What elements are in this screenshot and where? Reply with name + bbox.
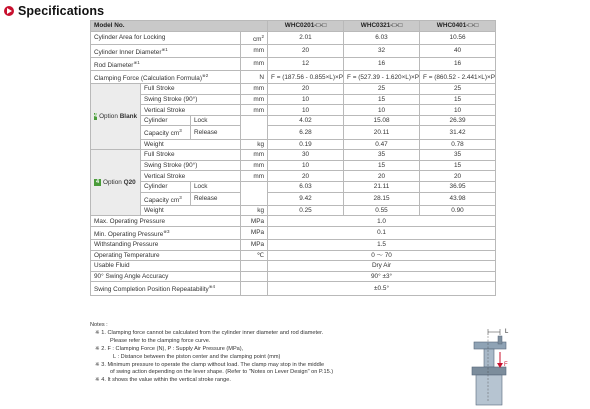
value-cell: 20 <box>268 171 344 182</box>
table-row <box>91 216 496 227</box>
value-cell: 10 <box>268 160 344 171</box>
value-cell: F = (187.56 - 0.855×L)×P <box>268 70 344 83</box>
option-number-badge: 4 <box>95 179 100 186</box>
value-cell: 4.02 <box>268 115 344 126</box>
unit-cell <box>241 226 268 239</box>
notes-section <box>90 322 460 385</box>
row-label-text: Full Stroke <box>144 151 175 159</box>
option-label <box>94 178 137 187</box>
unit-text: N <box>259 73 265 81</box>
row-label <box>91 44 241 57</box>
value-cell: 1.0 <box>268 216 496 227</box>
value-cell: 21.11 <box>344 181 420 192</box>
value-cell: 32 <box>344 44 420 57</box>
table-row <box>91 271 496 282</box>
footnote-ref: ※3 <box>163 228 170 234</box>
sub-label: Lock <box>191 181 241 192</box>
value-cell: 25 <box>420 84 496 95</box>
unit-cell <box>241 171 268 182</box>
value-cell: 20 <box>420 171 496 182</box>
row-label <box>141 171 241 182</box>
cylinder-body <box>476 375 502 405</box>
value-cell: 31.42 <box>420 126 496 139</box>
capacity-text: Capacity <box>144 196 169 204</box>
row-label-text: Min. Operating Pressure <box>94 231 164 238</box>
value-cell: 35 <box>344 150 420 161</box>
note-line: of swing action depending on the lever shape. (Refer to "Notes on Lever Design" on P.15.) <box>110 369 334 376</box>
value-cell: 9.42 <box>268 192 344 205</box>
capacity-unit: cm <box>170 130 180 138</box>
unit-cell <box>241 57 268 70</box>
capacity-unit-sup: 3 <box>179 194 182 200</box>
row-label-text: Cylinder Area for Locking <box>94 34 166 42</box>
unit-cell <box>241 31 268 44</box>
label-L: L <box>505 329 509 335</box>
value-cell: 6.03 <box>268 181 344 192</box>
row-label-text: Swing Stroke (90°) <box>144 162 198 170</box>
unit-text: mm <box>253 151 265 159</box>
value-cell: 15 <box>420 94 496 105</box>
row-label-text: Max. Operating Pressure <box>94 217 166 225</box>
row-label-text: Full Stroke <box>144 85 175 93</box>
footnote-ref: ※4 <box>208 284 216 290</box>
note-line: ※ 1. Clamping force cannot be calculated from the cylinder inner diameter and rod diameter. <box>95 329 324 336</box>
unit-text: MPa <box>250 229 265 237</box>
value-cell: 6.28 <box>268 126 344 139</box>
table-row <box>91 115 496 126</box>
row-label-text: Usable Fluid <box>94 262 130 270</box>
table-row <box>91 105 496 116</box>
value-cell: 10.56 <box>420 31 496 44</box>
value-cell: 20 <box>344 171 420 182</box>
value-cell: 90° ±3° <box>268 271 496 282</box>
cylinder-label: Cylinder <box>141 115 191 126</box>
value-cell: 2.01 <box>268 31 344 44</box>
row-label-text: Operating Temperature <box>94 251 160 259</box>
row-label-text: Swing Completion Position Repeatability <box>94 286 209 294</box>
notes-title: Notes : <box>90 322 108 328</box>
unit-cell <box>241 181 268 205</box>
row-label <box>141 160 241 171</box>
unit-text: mm <box>253 60 265 68</box>
row-label <box>141 150 241 161</box>
footnote-ref: ※1 <box>133 59 140 65</box>
table-row <box>91 150 496 161</box>
capacity-unit-sup: 3 <box>179 128 182 134</box>
value-cell: F = (860.52 - 2.441×L)×P <box>420 70 496 83</box>
cylinder-flange <box>472 367 506 375</box>
unit-text: MPa <box>250 241 265 249</box>
row-label <box>91 57 241 70</box>
value-cell: 10 <box>268 94 344 105</box>
unit-text: mm <box>253 47 265 55</box>
table-row <box>91 261 496 272</box>
unit-cell <box>241 271 268 282</box>
row-label <box>91 226 241 239</box>
section-title: Specifications <box>18 4 105 18</box>
row-label-text: Vertical Stroke <box>144 172 186 180</box>
model-label: Model No. <box>91 21 268 32</box>
value-cell: 0.25 <box>268 205 344 216</box>
row-label <box>141 205 241 216</box>
model-header: WHC0201-□-□ <box>268 21 344 32</box>
row-label-text: 90° Swing Angle Accuracy <box>94 273 169 281</box>
row-label-text: Weight <box>144 206 164 214</box>
table-row <box>91 160 496 171</box>
unit-cell <box>241 240 268 251</box>
row-label <box>91 282 241 295</box>
table-row <box>91 181 496 192</box>
unit-text: ℃ <box>256 251 265 259</box>
capacity-unit: cm <box>170 196 180 204</box>
unit-cell <box>241 105 268 116</box>
note-line: ※ 3. Minimum pressure to operate the clamp without load. The clamp may stop in the middle <box>95 361 325 368</box>
table-row <box>91 250 496 261</box>
table-row <box>91 84 496 95</box>
table-header-row <box>91 21 496 32</box>
row-label-text: Vertical Stroke <box>144 106 186 114</box>
row-label <box>91 31 241 44</box>
unit-cell <box>241 94 268 105</box>
value-cell: 43.98 <box>420 192 496 205</box>
contact-bolt <box>498 336 502 344</box>
value-cell: 20 <box>268 44 344 57</box>
value-cell: 15 <box>420 160 496 171</box>
option-prefix: Option <box>99 113 118 121</box>
row-label-text: Cylinder Inner Diameter <box>94 48 162 56</box>
unit-cell <box>241 139 268 150</box>
value-cell: 15 <box>344 94 420 105</box>
table-row <box>91 44 496 57</box>
table-row <box>91 171 496 182</box>
unit-cell <box>241 205 268 216</box>
option-name-value: Blank <box>119 113 138 121</box>
value-cell: 40 <box>420 44 496 57</box>
value-cell: 20 <box>268 84 344 95</box>
value-cell: 0 ～ 70 <box>268 250 496 261</box>
unit-text: mm <box>253 106 265 114</box>
cylinder-label: Cylinder <box>141 181 191 192</box>
piston-rod <box>484 349 494 367</box>
value-cell: ±0.5° <box>268 282 496 295</box>
value-cell: 0.1 <box>268 226 496 239</box>
note-line: ※ 4. It shows the value within the vertical stroke range. <box>95 377 231 384</box>
footnote-ref: ※1 <box>161 46 168 52</box>
table-row <box>91 139 496 150</box>
row-label <box>91 240 241 251</box>
value-cell: 0.55 <box>344 205 420 216</box>
capacity-label <box>141 126 191 139</box>
table-row <box>91 205 496 216</box>
note-line: L : Distance between the piston center and the clamping point (mm) <box>113 353 281 360</box>
unit-text: kg <box>257 206 265 214</box>
row-label-text: Swing Stroke (90°) <box>144 95 198 103</box>
value-cell: 6.03 <box>344 31 420 44</box>
table-row <box>91 70 496 83</box>
option-prefix: Option <box>103 179 122 187</box>
option-name-value: Q20 <box>123 179 136 187</box>
table-row <box>91 192 496 205</box>
table-row <box>91 126 496 139</box>
table-row <box>91 226 496 239</box>
row-label <box>91 216 241 227</box>
row-label <box>91 70 241 83</box>
row-label-text: Clamping Force (Calculation Formula) <box>94 75 202 83</box>
value-cell: 10 <box>268 105 344 116</box>
row-label <box>91 261 241 272</box>
value-cell: 28.15 <box>344 192 420 205</box>
row-label-text: Withstanding Pressure <box>94 241 159 249</box>
unit-cell <box>241 44 268 57</box>
value-cell: 36.95 <box>420 181 496 192</box>
value-cell: Dry Air <box>268 261 496 272</box>
value-cell: 16 <box>420 57 496 70</box>
option-label <box>94 112 137 121</box>
value-cell: 0.19 <box>268 139 344 150</box>
value-cell: 0.78 <box>420 139 496 150</box>
unit-cell <box>241 261 268 272</box>
value-cell: 30 <box>268 150 344 161</box>
row-label <box>91 250 241 261</box>
note-line: ※ 2. F : Clamping Force (N), P : Supply Air Pressure (MPa), <box>95 345 244 352</box>
table-row <box>91 94 496 105</box>
row-label <box>141 105 241 116</box>
specifications-table <box>90 20 496 296</box>
row-label-text: Rod Diameter <box>94 61 134 69</box>
value-cell: 15 <box>344 160 420 171</box>
model-header: WHC0321-□-□ <box>344 21 420 32</box>
row-label <box>141 139 241 150</box>
unit-cell <box>241 70 268 83</box>
option-label-cell <box>91 150 141 216</box>
row-label-text: Weight <box>144 140 164 148</box>
value-cell: 10 <box>420 105 496 116</box>
label-F: F <box>504 362 508 368</box>
value-cell: 35 <box>420 150 496 161</box>
clamp-diagram <box>460 322 530 407</box>
capacity-text: Capacity <box>144 130 169 138</box>
sub-label: Release <box>191 192 241 205</box>
value-cell: 26.39 <box>420 115 496 126</box>
value-cell: 25 <box>344 84 420 95</box>
row-label <box>141 84 241 95</box>
value-cell: 16 <box>344 57 420 70</box>
value-cell: 10 <box>344 105 420 116</box>
row-label <box>141 94 241 105</box>
unit-text: mm <box>253 162 265 170</box>
table-row <box>91 240 496 251</box>
value-cell: 0.90 <box>420 205 496 216</box>
sub-label: Lock <box>191 115 241 126</box>
option-name <box>103 178 136 187</box>
specifications-header <box>4 3 104 19</box>
unit-cell <box>241 160 268 171</box>
row-label <box>91 271 241 282</box>
capacity-label <box>141 192 191 205</box>
value-cell: 15.08 <box>344 115 420 126</box>
unit-cell <box>241 150 268 161</box>
value-cell: 1.5 <box>268 240 496 251</box>
table-row <box>91 31 496 44</box>
unit-text: cm <box>252 35 262 43</box>
unit-text: mm <box>253 85 265 93</box>
unit-cell <box>241 216 268 227</box>
sub-label: Release <box>191 126 241 139</box>
value-cell: 0.47 <box>344 139 420 150</box>
value-cell: 20.11 <box>344 126 420 139</box>
unit-text: mm <box>253 95 265 103</box>
unit-cell <box>241 84 268 95</box>
model-header: WHC0401-□-□ <box>420 21 496 32</box>
option-name <box>99 112 137 121</box>
unit-cell <box>241 250 268 261</box>
value-cell: F = (527.39 - 1.620×L)×P <box>344 70 420 83</box>
value-cell: 12 <box>268 57 344 70</box>
table-row <box>91 57 496 70</box>
note-line: Please refer to the clamping force curve. <box>110 337 211 344</box>
footnote-ref: ※2 <box>201 72 209 78</box>
unit-cell <box>241 282 268 295</box>
table-row <box>91 282 496 295</box>
option-label-cell <box>91 84 141 150</box>
unit-cell <box>241 115 268 139</box>
unit-text: mm <box>253 172 265 180</box>
unit-text: kg <box>257 140 265 148</box>
option-number-badge: 4 <box>94 113 98 120</box>
unit-sup: 2 <box>261 33 265 39</box>
section-bullet-icon <box>4 6 14 16</box>
unit-text: MPa <box>250 217 265 225</box>
